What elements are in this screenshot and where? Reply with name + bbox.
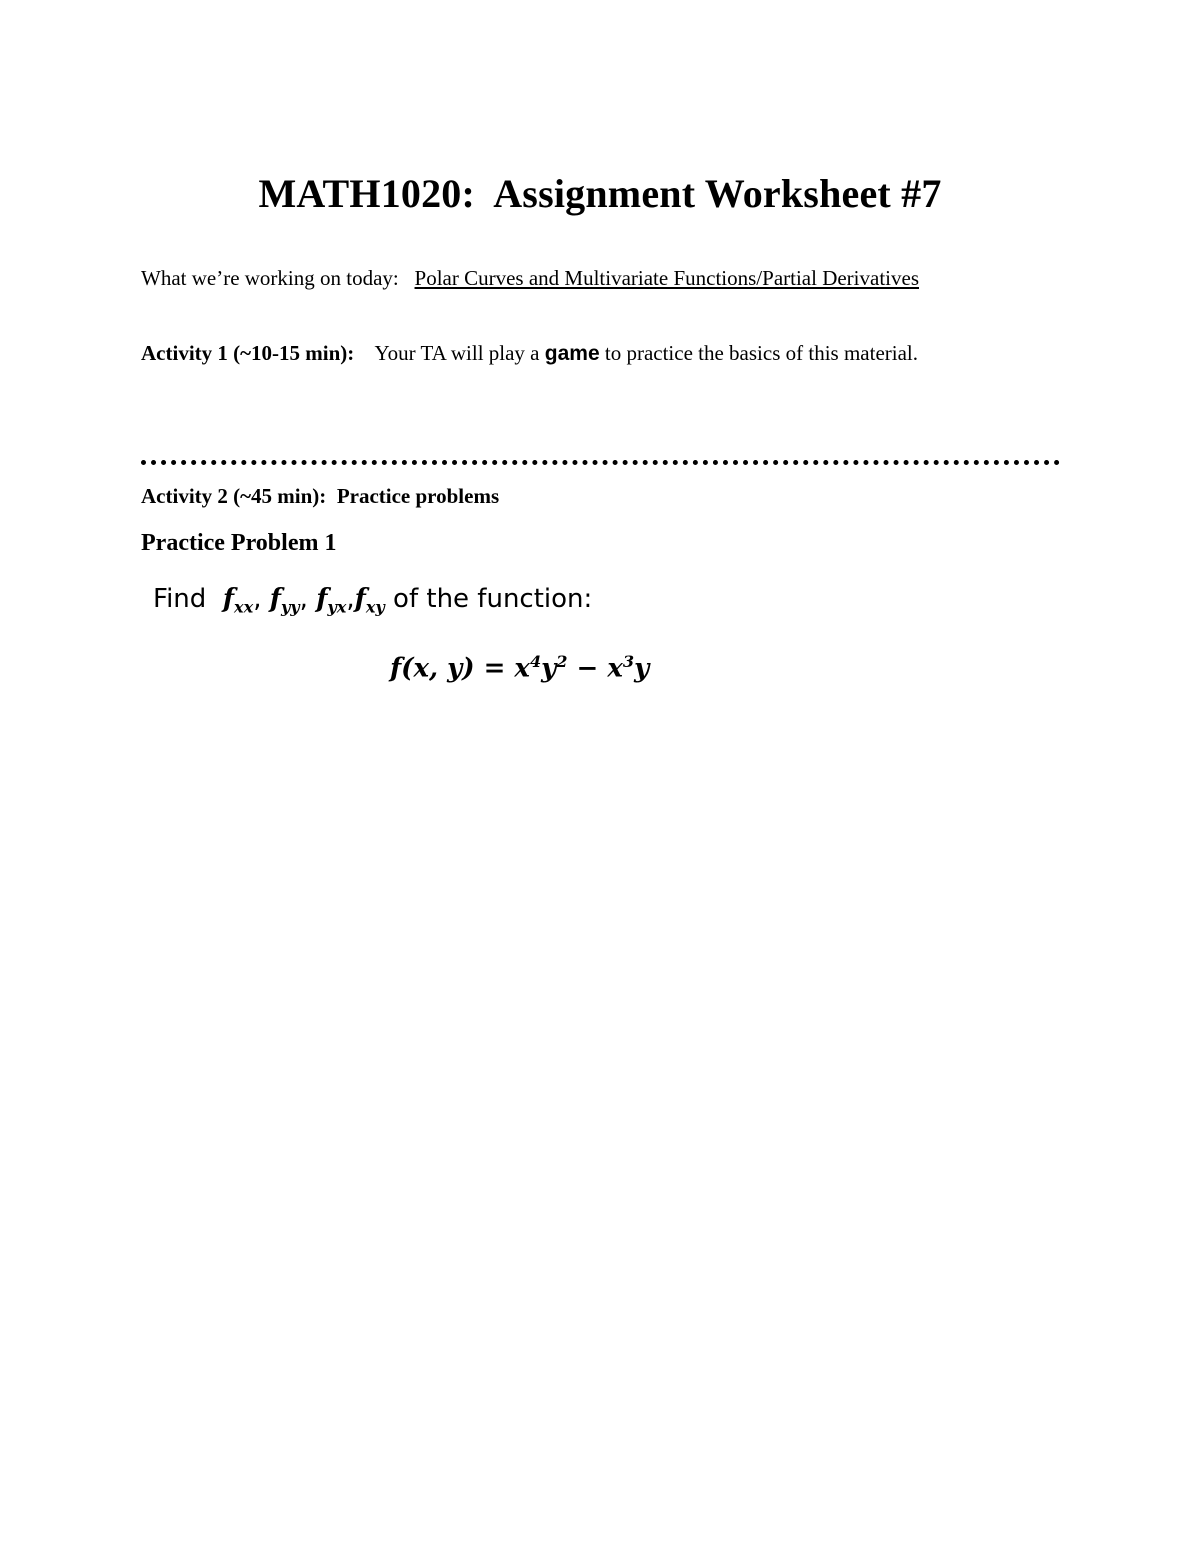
derivative-fyy: $f_{yy}$ xyxy=(269,584,300,617)
instruction-tail: of the function: xyxy=(393,584,593,614)
equation-equals: = xyxy=(483,653,506,684)
activity-1-label: Activity 1 (~10-15 min): xyxy=(141,341,355,365)
activity-2-text: Practice problems xyxy=(336,484,500,508)
activity-2 xyxy=(141,484,499,509)
page-title: MATH1020: Assignment Worksheet #7 xyxy=(258,171,942,216)
activity-1-emphasis: game xyxy=(544,342,600,365)
activity-1-text-after: to practice the basics of this material. xyxy=(599,341,919,365)
function-equation: f(x, $y) = x^4y^2 - x^3y$ xyxy=(390,652,650,684)
topic-line xyxy=(141,266,919,291)
derivative-fxx: $f_{xx}$ xyxy=(222,584,254,617)
activity-1 xyxy=(141,341,918,366)
derivative-fyx: $f_{yx}$ xyxy=(316,584,347,617)
derivative-fxy: $f_{xy}$ xyxy=(354,584,385,617)
topic-label: What we’re working on today: xyxy=(141,266,399,290)
find-label: Find xyxy=(153,584,207,614)
activity-1-text-before: Your TA will play a xyxy=(374,341,545,365)
problem-instruction: Find $f_{xx}$, $f_{yy}$, $f_{yx},f_{xy}$ of the function: xyxy=(153,584,593,617)
dotted-divider xyxy=(141,460,1060,465)
equation-minus: − xyxy=(576,653,599,684)
equation-lhs: f(x, y) xyxy=(390,653,475,684)
activity-2-label: Activity 2 (~45 min): xyxy=(141,484,327,508)
practice-problem-heading: Practice Problem 1 xyxy=(141,530,337,556)
topic-value: Polar Curves and Multivariate Functions/Partial Derivatives xyxy=(414,266,919,290)
